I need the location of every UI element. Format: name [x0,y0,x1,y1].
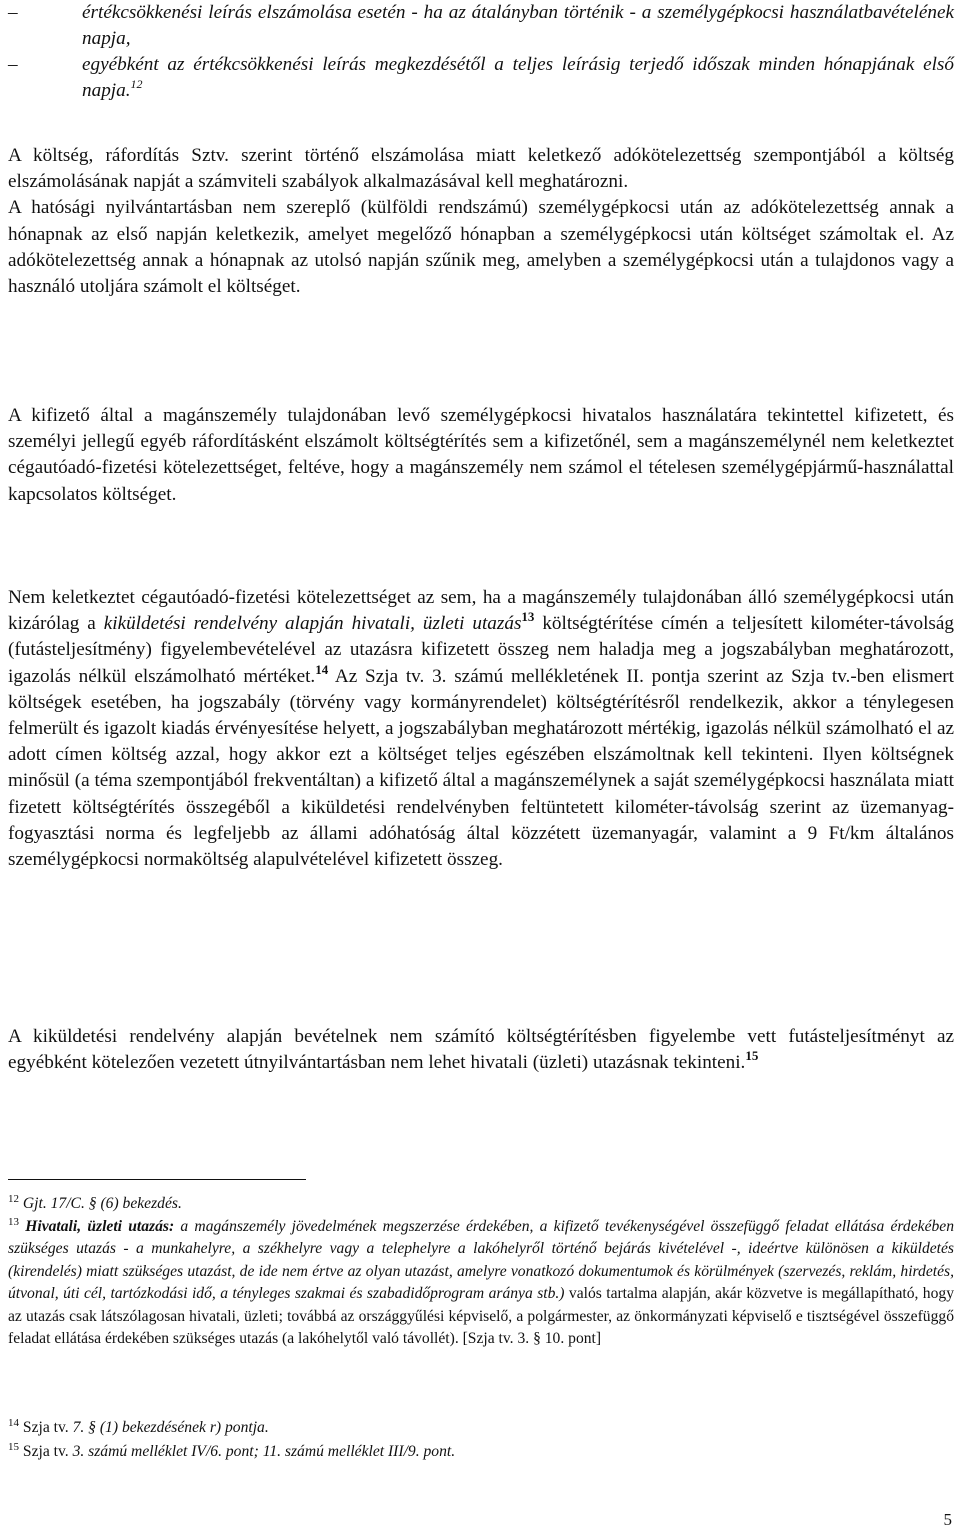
list-dash: – [8,54,18,75]
footnote-number: 13 [8,1216,19,1228]
footnote-separator [8,1179,306,1180]
footnote-text: valós tartalma alapján, akár közvetve is megállapítható, hogy az utazás csak látszólagosan hivatali, üzleti; továbbá az országgyűlési képviselő, a polgármester, az önkormányzati képviselő e tisztségével összefüggő feladat ellátása érdekében szükséges utazás (a lakóhelytől való távollét). [8,1285,954,1348]
footnote-15 [8,1441,954,1463]
paragraph-text: A kiküldetési rendelvény alapján bevételnek nem számító költségtérítésben figyelembe vett futásteljesítményt az egyébként kötelezően vezetett útnyilvántartásban nem lehet hivatali (üzleti) utazásnak tekinteni. [8,1026,954,1074]
footnote-text: Szja tv. [22,1443,69,1460]
paragraph-reimbursement [8,403,954,508]
list-dash: – [8,2,18,23]
paragraph-text: Nem keletkeztet cégautóadó-fizetési kötelezettséget az sem, ha a magánszemély tulajdonában álló személygépkocsi után kizárólag a [8,587,954,635]
footnote-text: Szja tv. [22,1419,69,1436]
footnote-text: 3. számú melléklet IV/6. pont; 11. számú melléklet III/9. pont. [68,1443,456,1460]
list-item-text: értékcsökkenési leírás elszámolása esetén - ha az átalányban történik - a személygépkocsi használatbavételének napja, [82,2,954,50]
list-item [8,0,954,52]
footnote-text: Gjt. 17/C. § (6) bekezdés. [22,1195,182,1212]
paragraph-text: Az Szja tv. 3. számú mellékletének II. pontja szerint az Szja tv.-ben elismert költségek esetében, ha jogszabály (törvény vagy kormányrendelet) költségtérítésről rendelkezik, akkor a ténylegesen felmerült és igazolt kiadás érvényesítése helyett, a jogszabályban meghatározott mértékig, igazolás nélkül számolható el az adott címen költség azzal, hogy akkor ezt a költséget teljes egészében elszámoltnak kell tekinteni. Ilyen költségnek minősül (a téma szempontjából frekventáltan) a kifizető által a magánszemélynek a saját személygépkocsi használata miatt fizetett költségtérítés összegéből a kiküldetési rendelvényben feltüntetett kilométer-távolság szerint az üzemanyag-fogyasztási norma és legfeljebb az állami adóhatóság által közzétett üzemanyagár, valamint a 9 Ft/km általános személygépkocsi normaköltség alapulvételével kifizetett összeg. [8,665,954,871]
footnote-text: [Szja tv. 3. § 10. pont] [458,1330,602,1348]
paragraph-text: A költség, ráfordítás Sztv. szerint történő elszámolása miatt keletkező adókötelezettség szempontjából a költség elszámolásának napját a számviteli szabályok alkalmazásával kell meghatározni. [8,145,954,193]
paragraph-text: költségtérítése címén a teljesített kilométer-távolság (futásteljesítmény) figyelembevételével az utazásra kifizetett összeg nem haladja meg a jogszabályban meghatározott, igazolás nélkül elszámolható mértéket. [8,613,954,687]
paragraph-mileage [8,1024,954,1076]
footnote-number: 15 [8,1441,19,1453]
footnote-term: Hivatali, üzleti utazás: [25,1218,175,1235]
list-item-text: egyébként az értékcsökkenési leírás megkezdésétől a teljes leírásig terjedő időszak minden hónapjának első napja. [82,54,954,102]
footnote-ref-14[interactable]: 14 [315,661,329,677]
footnote-number: 14 [8,1417,19,1429]
paragraph-tax-liability-date [8,143,954,300]
emphasized-term: kiküldetési rendelvény alapján hivatali, üzleti utazás [103,613,522,635]
footnote-text: 7. § (1) bekezdésének r) pontja. [68,1419,269,1436]
page-number: 5 [943,1510,952,1529]
paragraph-text: A hatósági nyilvántartásban nem szereplő (külföldi rendszámú) személygépkocsi után az adókötelezettség annak a hónapnak az első napján keletkezik, amelyet megelőző hónapban a személygépkocsi után költséget számoltak el. Az adókötelezettség annak a hónapnak az utolsó napján szűnik meg, amelyben a személygépkocsi után a tulajdonos vagy a használó utoljára számolt el költséget. [8,197,954,298]
footnote-text: a magánszemély jövedelmének megszerzése érdekében, a kifizető tevékenységével összefüggő feladat ellátása érdekében szükséges utazás - a munkahelyre, a székhelyre vagy a telephelyre a lakóhelyről történő bejárás kivételével -, ideértve különösen a kiküldetés (kirendelés) miatt szükséges utazást, de ide nem értve az olyan utazást, amelyre vonatkozó dokumentumok és körülmények (szervezés, reklám, hirdetés, útvonal, úti cél, tartózkodási idő, a tényleges szakmai és szabadidőprogram aránya stb.) [8,1218,954,1303]
footnote-number: 12 [8,1193,19,1205]
footnote-ref-13[interactable]: 13 [521,609,535,625]
paragraph-business-trip [8,585,954,873]
paragraph-text: A kifizető által a magánszemély tulajdonában levő személygépkocsi hivatalos használatára tekintettel kifizetett, és személyi jellegű egyéb ráfordításként elszámolt költségtérítés sem a kifizetőnél, sem a magánszemélynél nem keletkeztet cégautóadó-fizetési kötelezettséget, feltéve, hogy a magánszemély nem számol el tételesen személygépjármű-használattal kapcsolatos költséget. [8,405,954,505]
footnote-ref-15[interactable]: 15 [745,1048,759,1064]
footnote-13 [8,1216,954,1350]
footnote-ref-12[interactable]: 12 [130,77,143,92]
footnote-14 [8,1417,954,1439]
footnote-12 [8,1193,954,1215]
list-item [8,52,954,104]
